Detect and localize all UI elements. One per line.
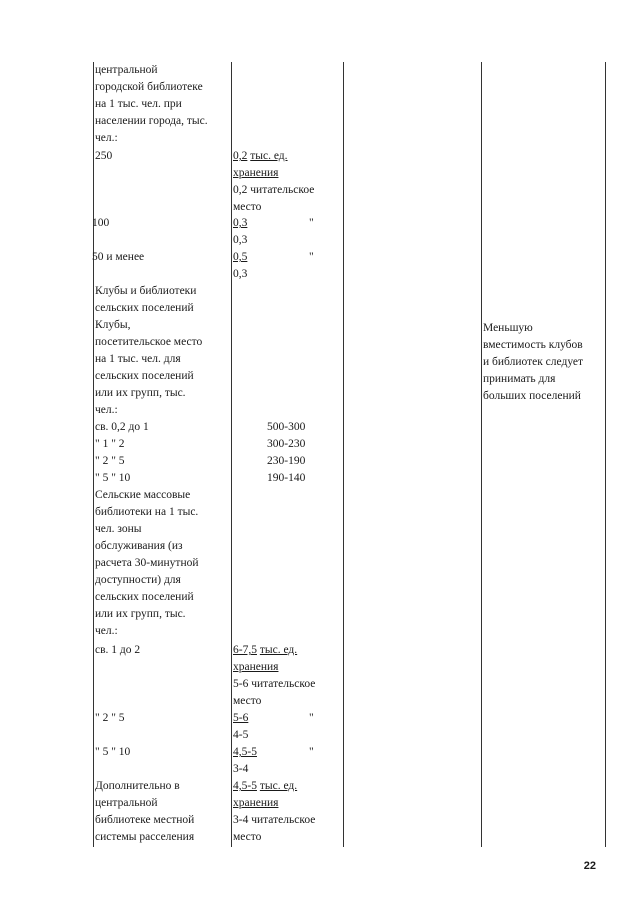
table-border-left [93,62,94,847]
unit-seat: место [233,201,262,213]
club-range-1: св. 0,2 до 1 [95,421,149,433]
unit-seat: место [233,695,262,707]
text-line: чел.: [95,625,118,637]
text-line: на 1 тыс. чел. для [95,353,181,365]
note-line: вместимость клубов [483,339,583,351]
library-value-2-denominator: 4-5 [233,729,249,741]
table-border-right [605,62,606,847]
library-range-2: " 2 " 5 [95,712,125,724]
table-divider-1 [231,62,232,847]
text-line: чел.: [95,132,118,144]
text-line: чел.: [95,404,118,416]
text-line: на 1 тыс. чел. при [95,98,182,110]
value-100-numerator: 0,3 [233,217,248,229]
text-line: библиотеке местной [95,814,195,826]
text-line: населении города, тыс. [95,115,208,127]
text-line: Клубы и библиотеки [95,285,197,297]
extra-value-denominator: 3-4 читательское [233,814,316,826]
unit-storage: хранения [233,797,279,809]
ditto-mark: " [309,746,314,758]
population-250: 250 [95,150,113,162]
value-250-numerator: 0,2 тыс. ед. [233,150,288,162]
text-line: городской библиотеке [95,81,203,93]
club-value-3: 230-190 [267,455,306,467]
text-line: чел. зоны [95,523,142,535]
table-divider-3 [481,62,482,847]
table-divider-2 [343,62,344,847]
text-line: расчета 30-минутной [95,557,199,569]
library-value-3-numerator: 4,5-5 [233,746,257,758]
club-value-4: 190-140 [267,472,306,484]
text-line: библиотеки на 1 тыс. [95,506,199,518]
note-line: Меньшую [483,322,533,334]
text-line: или их групп, тыс. [95,608,186,620]
note-line: больших поселений [483,390,581,402]
text-line: посетительское место [95,336,203,348]
library-value-3-denominator: 3-4 [233,763,249,775]
ditto-mark: " [309,217,314,229]
unit-storage: хранения [233,167,279,179]
text-line: обслуживания (из [95,540,183,552]
library-range-3: " 5 " 10 [95,746,131,758]
text-line: или их групп, тыс. [95,387,186,399]
text-line: центральной [95,797,158,809]
unit-seat: место [233,831,262,843]
unit-storage: хранения [233,661,279,673]
club-range-4: " 5 " 10 [95,472,131,484]
text-line: сельских поселений [95,370,194,382]
text-line: Сельские массовые [95,489,191,501]
ditto-mark: " [309,712,314,724]
value-250-denominator: 0,2 читательское [233,184,315,196]
club-range-3: " 2 " 5 [95,455,125,467]
value-50-numerator: 0,5 [233,251,248,263]
page-number: 22 [583,860,596,872]
ditto-mark: " [309,251,314,263]
value-50-denominator: 0,3 [233,268,248,280]
text-line: доступности) для [95,574,181,586]
population-100: 100 [92,217,110,229]
library-range-1: св. 1 до 2 [95,644,141,656]
text-line: центральной [95,64,158,76]
text-line: сельских поселений [95,302,194,314]
population-50-less: 50 и менее [92,251,145,263]
text-line: Клубы, [95,319,131,331]
club-value-1: 500-300 [267,421,306,433]
text-line: сельских поселений [95,591,194,603]
text-line: системы расселения [95,831,195,843]
library-value-1-numerator: 6-7,5 тыс. ед. [233,644,298,656]
note-line: и библиотек следует [483,356,584,368]
value-100-denominator: 0,3 [233,234,248,246]
library-value-2-numerator: 5-6 [233,712,249,724]
text-line: Дополнительно в [95,780,180,792]
extra-value-numerator: 4,5-5 тыс. ед. [233,780,298,792]
club-value-2: 300-230 [267,438,306,450]
note-line: принимать для [483,373,556,385]
club-range-2: " 1 " 2 [95,438,125,450]
library-value-1-denominator: 5-6 читательское [233,678,316,690]
